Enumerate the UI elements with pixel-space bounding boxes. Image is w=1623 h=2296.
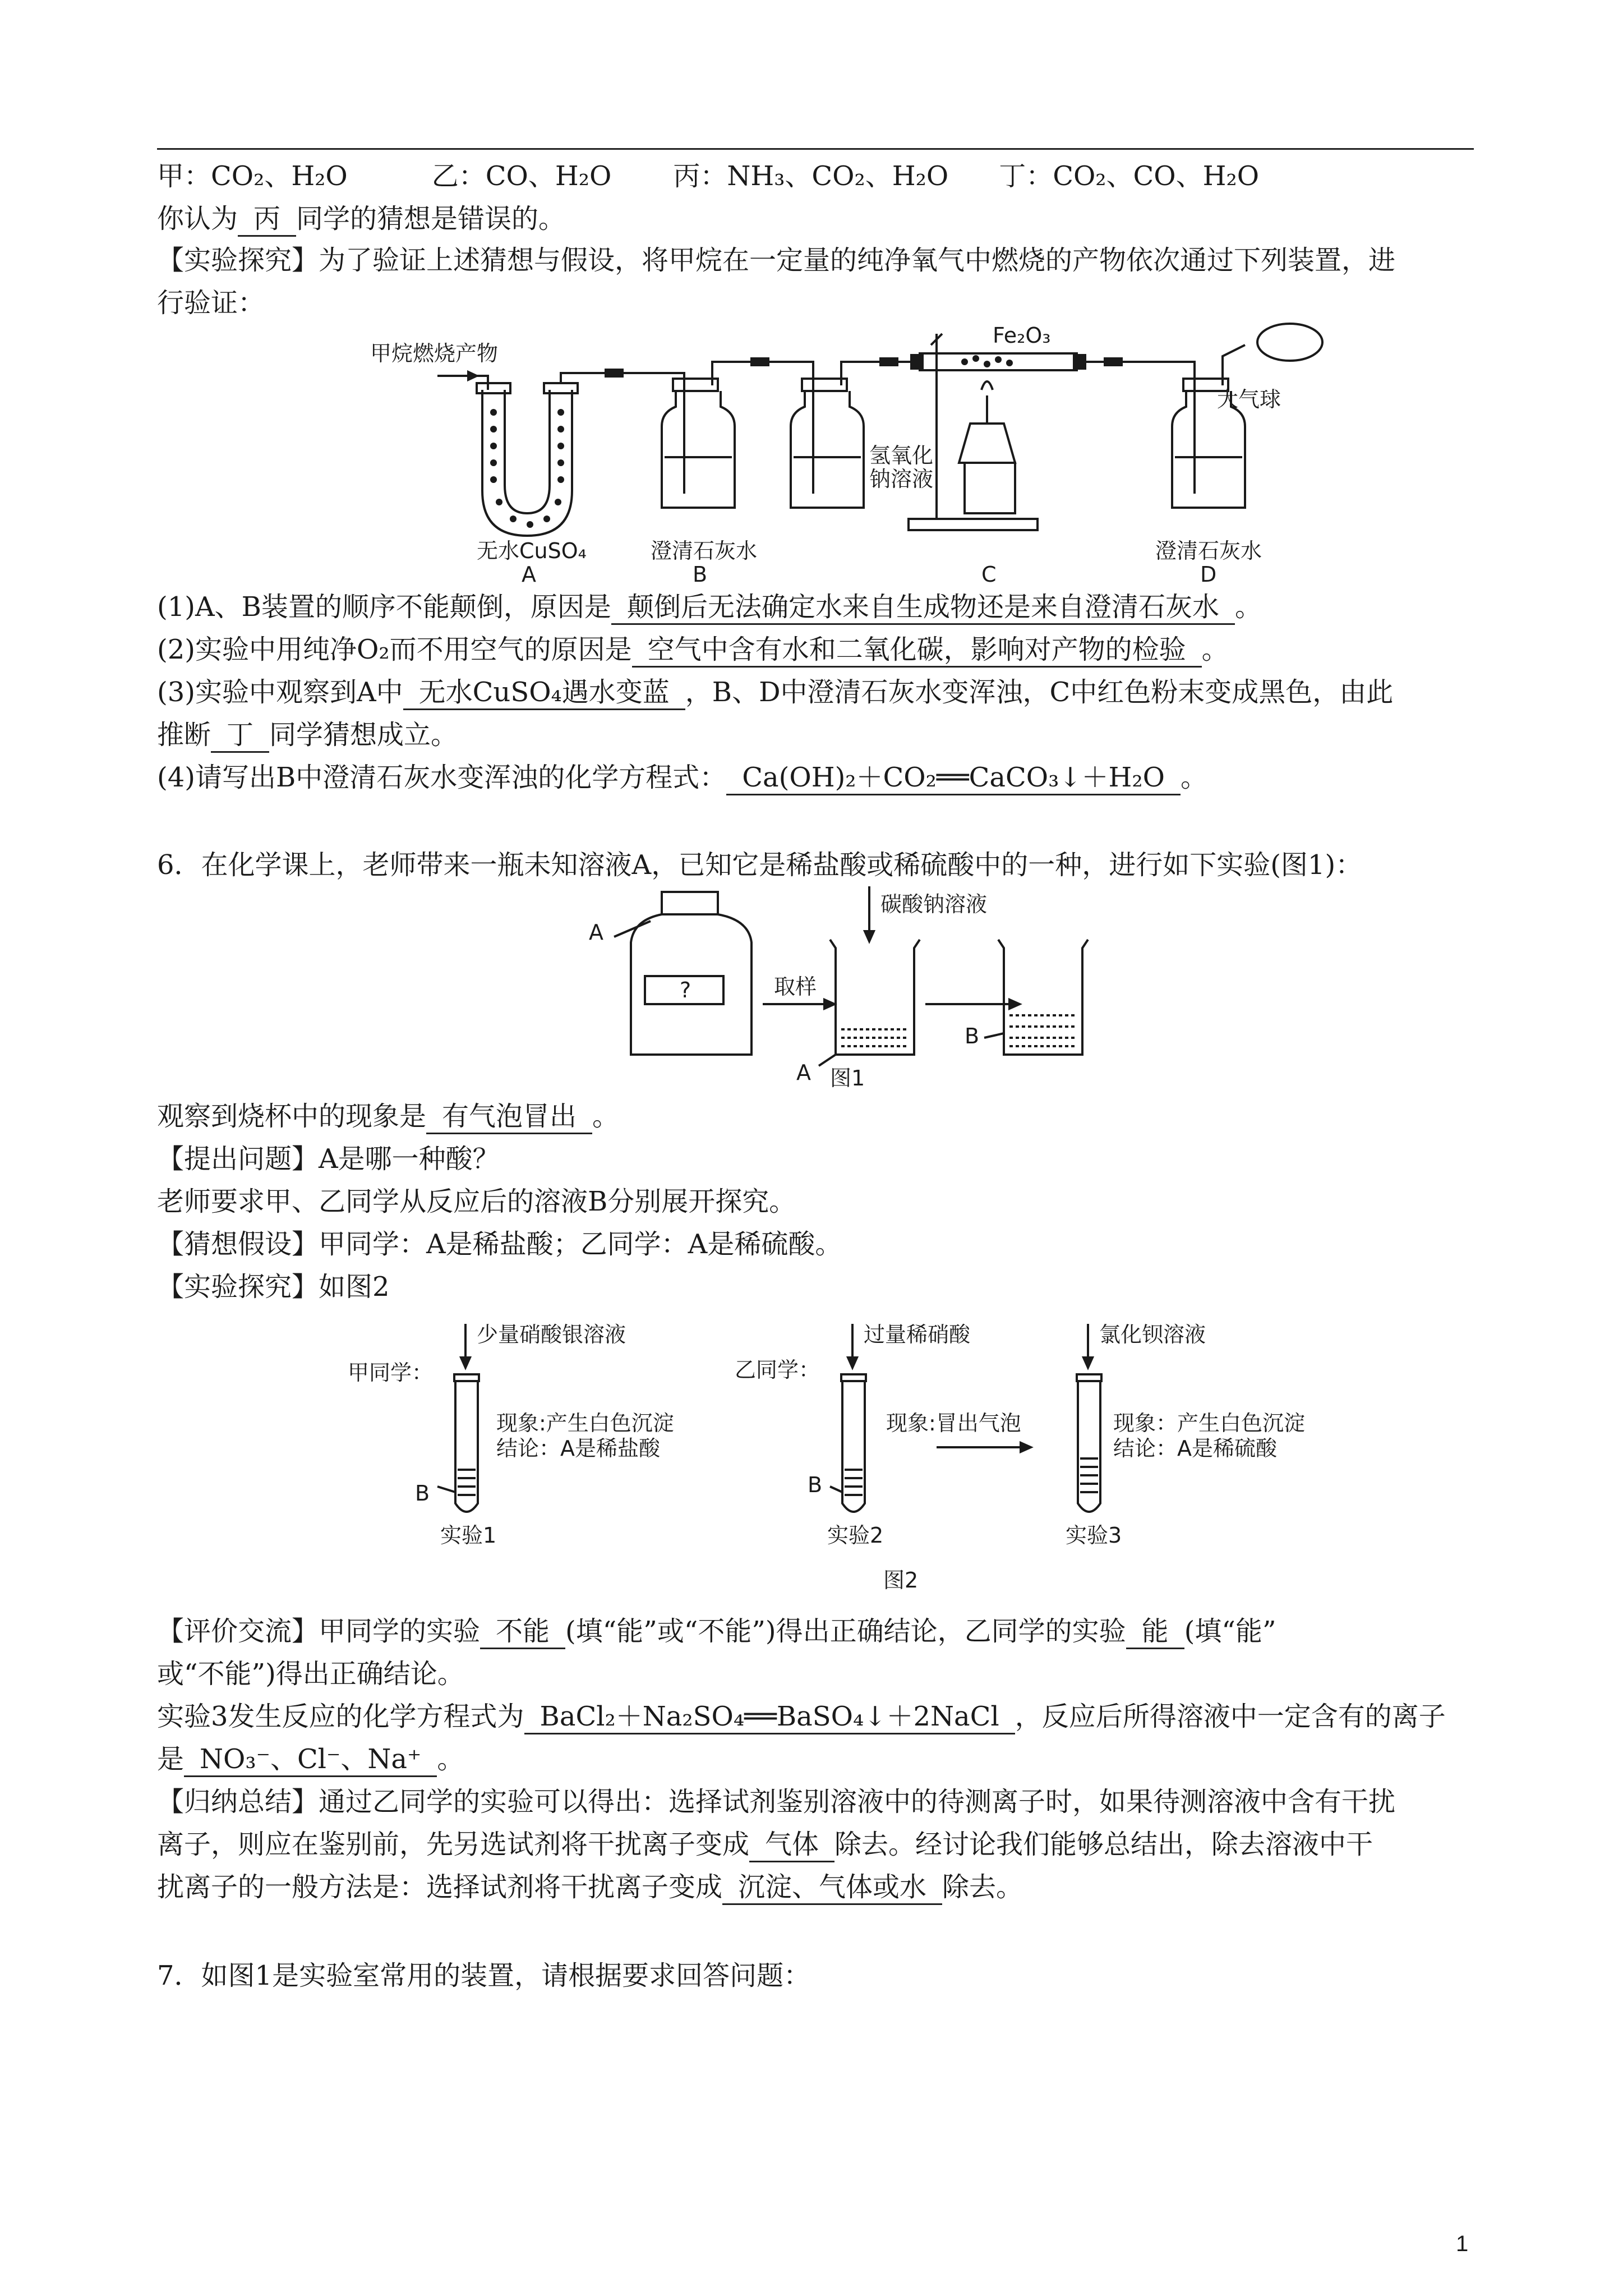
bottle-a-label: A (589, 920, 603, 945)
phenomenon-1: 现象:产生白色沉淀 (496, 1411, 674, 1435)
answer-blank: NO₃⁻、Cl⁻、Na⁺ (184, 1743, 437, 1777)
text: (1)A、B装置的顺序不能颠倒，原因是 (157, 591, 611, 623)
ion-line (157, 1741, 464, 1777)
guess-jia: 甲：CO₂、H₂O (157, 160, 348, 192)
phenomenon-3: 现象：产生白色沉淀 (1113, 1411, 1306, 1435)
balloon-label: 大气球 (1217, 387, 1281, 412)
text: 。 (1234, 591, 1262, 623)
answer-blank: 沉淀、气体或水 (722, 1871, 942, 1905)
eval-line-2: 或“不能”)得出正确结论。 (157, 1658, 464, 1690)
figure-2 (348, 1318, 1357, 1604)
q5-sub2 (157, 632, 1229, 668)
text: 。 (592, 1101, 620, 1132)
observe-line (157, 1098, 619, 1134)
text: 同学的猜想是错误的。 (296, 203, 566, 234)
summary-line-3 (157, 1869, 1023, 1905)
reagent-1-label: 少量硝酸银溶液 (477, 1322, 626, 1347)
conclusion-3: 结论：A是稀硫酸 (1113, 1436, 1277, 1461)
answer-blank: Ca(OH)₂＋CO₂══CaCO₃↓＋H₂O (726, 761, 1181, 795)
answer-blank: 丁 (211, 719, 269, 753)
bottle-mark: ? (680, 978, 691, 1002)
label-c: C (981, 562, 997, 586)
wrong-guess-line (157, 201, 565, 237)
guess-ding: 丁：CO₂、CO、H₂O (999, 160, 1260, 192)
text: 推断 (157, 719, 211, 751)
test-b-label-1: B (415, 1481, 430, 1506)
text: 离子，则应在鉴别前，先另选试剂将干扰离子变成 (157, 1829, 750, 1860)
fe2o3-label: Fe₂O₃ (993, 323, 1051, 348)
q7-intro: 7．如图1是实验室常用的装置，请根据要求回答问题： (157, 1960, 811, 1991)
label-a: A (522, 562, 536, 586)
beaker-b-label: B (965, 1024, 980, 1048)
reagent-3-label: 氯化钡溶液 (1099, 1322, 1206, 1347)
conclusion-1: 结论：A是稀盐酸 (496, 1436, 660, 1461)
answer-blank: 能 (1126, 1615, 1184, 1649)
text: 实验3发生反应的化学方程式为 (157, 1701, 524, 1732)
answer-blank: 有气泡冒出 (426, 1100, 592, 1134)
text: 除去。经讨论我们能够总结出，除去溶液中干 (834, 1829, 1373, 1860)
answer-blank: 颠倒后无法确定水来自生成物还是来自澄清石灰水 (611, 591, 1235, 625)
limewater-b-label: 澄清石灰水 (651, 539, 758, 563)
label-b: B (693, 562, 708, 586)
q6-intro: 6．在化学课上，老师带来一瓶未知溶液A，已知它是稀盐酸或稀硫酸中的一种，进行如下实验(图1)： (157, 849, 1363, 881)
naoh-label-2: 钠溶液 (869, 467, 934, 491)
text: (3)实验中观察到A中 (157, 677, 403, 708)
figure-1-caption: 图1 (830, 1066, 865, 1091)
text: 。 (437, 1743, 464, 1775)
q5-sub3 (157, 674, 1393, 710)
answer-blank: 空气中含有水和二氧化碳，影响对产物的检验 (632, 633, 1202, 668)
answer-blank: BaCl₂＋Na₂SO₄══BaSO₄↓＋2NaCl (524, 1700, 1015, 1734)
text: 【评价交流】甲同学的实验 (157, 1616, 481, 1647)
figure-1 (578, 886, 1094, 1094)
exp3-equation-line (157, 1699, 1446, 1734)
limewater-d-label: 澄清石灰水 (1155, 539, 1262, 563)
text: 。 (1201, 634, 1229, 665)
text: ，B、D中澄清石灰水变浑浊，C中红色粉末变成黑色，由此 (685, 677, 1394, 708)
cuso4-label: 无水CuSO₄ (477, 539, 587, 563)
text: (4)请写出B中澄清石灰水变浑浊的化学方程式： (157, 762, 727, 793)
q5-sub3b (157, 717, 458, 753)
text: 同学猜想成立。 (269, 719, 458, 751)
answer-blank: 无水CuSO₄遇水变蓝 (403, 676, 685, 710)
exp2-label: 实验2 (827, 1523, 884, 1548)
beaker-a-label: A (796, 1060, 811, 1085)
summary-line-1: 【归纳总结】通过乙同学的实验可以得出：选择试剂鉴别溶液中的待测离子时，如果待测溶液中含有干扰 (157, 1786, 1396, 1818)
q5-sub1 (157, 589, 1262, 625)
hypothesis-line: 【猜想假设】甲同学：A是稀盐酸；乙同学：A是稀硫酸。 (157, 1228, 842, 1260)
text: ，反应后所得溶液中一定含有的离子 (1015, 1701, 1446, 1732)
question-line: 【提出问题】A是哪一种酸？ (157, 1143, 500, 1175)
text: (填“能” (1184, 1616, 1276, 1647)
header-rule (157, 148, 1474, 150)
q5-sub4 (157, 760, 1207, 795)
request-line: 老师要求甲、乙同学从反应后的溶液B分别展开探究。 (157, 1186, 796, 1217)
inlet-label: 甲烷燃烧产物 (370, 341, 499, 366)
exp1-label: 实验1 (440, 1523, 497, 1548)
reagent-label: 碳酸钠溶液 (880, 892, 988, 917)
explore-fig2-line: 【实验探究】如图2 (157, 1271, 390, 1303)
exp3-label: 实验3 (1066, 1523, 1122, 1548)
summary-line-2 (157, 1826, 1373, 1862)
text: 除去。 (942, 1871, 1023, 1903)
apparatus-figure (370, 323, 1324, 586)
figure-2-caption: 图2 (883, 1568, 919, 1593)
guesses-line (157, 158, 1259, 194)
jia-label: 甲同学： (348, 1360, 434, 1385)
text: 你认为 (157, 203, 238, 234)
eval-line (157, 1613, 1276, 1649)
test-b-label-2: B (808, 1473, 823, 1497)
answer-blank: 气体 (749, 1828, 834, 1862)
text: 是 (157, 1743, 185, 1775)
answer-blank: 不能 (480, 1615, 565, 1649)
text: 扰离子的一般方法是：选择试剂将干扰离子变成 (157, 1871, 723, 1903)
label-d: D (1200, 562, 1217, 586)
guess-yi: 乙：CO、H₂O (431, 160, 612, 192)
yi-label: 乙同学： (735, 1358, 820, 1382)
text: 。 (1181, 762, 1208, 793)
text: (2)实验中用纯净O₂而不用空气的原因是 (157, 634, 632, 665)
naoh-label-1: 氢氧化 (869, 443, 934, 468)
text: (填“能”或“不能”)得出正确结论，乙同学的实验 (565, 1616, 1126, 1647)
phenomenon-2: 现象:冒出气泡 (886, 1411, 1021, 1435)
guess-bing: 丙：NH₃、CO₂、H₂O (673, 160, 949, 192)
answer-blank: 丙 (238, 203, 296, 237)
text: 观察到烧杯中的现象是 (157, 1101, 427, 1132)
page-number: 1 (1456, 2231, 1469, 2256)
explore-line-2: 行验证： (157, 287, 265, 319)
reagent-2-label: 过量稀硝酸 (864, 1322, 971, 1347)
sample-label: 取样 (774, 974, 817, 999)
explore-line-1: 【实验探究】为了验证上述猜想与假设，将甲烷在一定量的纯净氧气中燃烧的产物依次通过下列装置，进 (157, 245, 1396, 276)
